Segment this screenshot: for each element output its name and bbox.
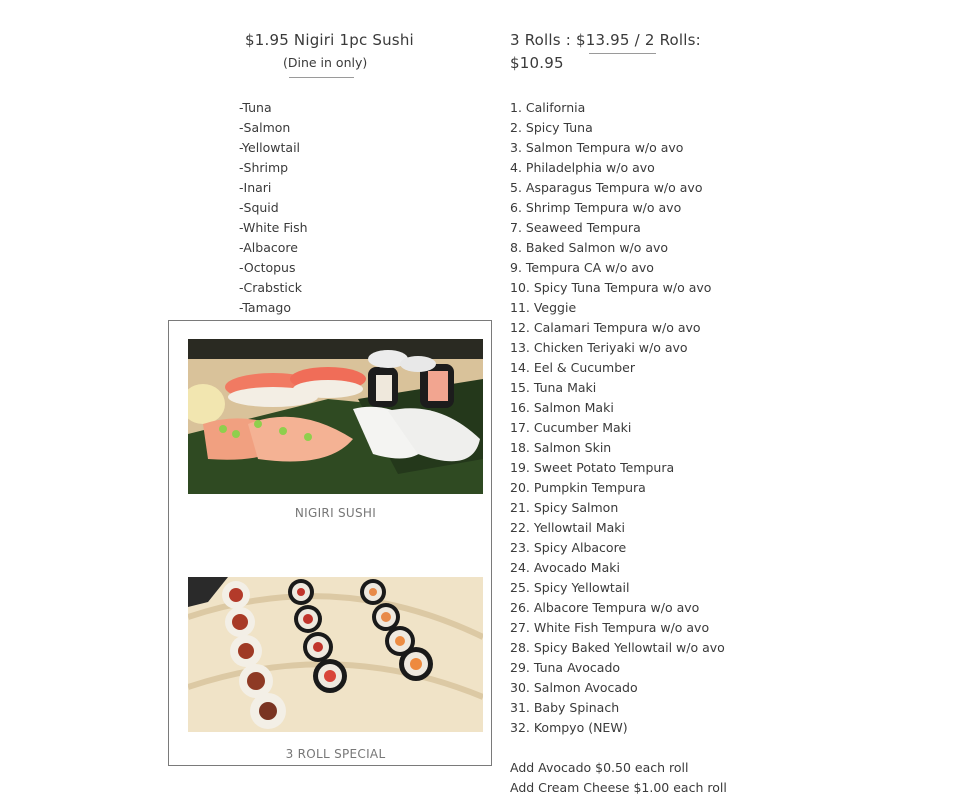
nigiri-item: -Yellowtail bbox=[239, 140, 301, 155]
roll-item: 25. Spicy Yellowtail bbox=[510, 580, 630, 595]
roll-item: 7. Seaweed Tempura bbox=[510, 220, 641, 235]
rolls-title-line1: 3 Rolls : $13.95 / 2 Rolls: bbox=[510, 31, 701, 49]
roll-item: 17. Cucumber Maki bbox=[510, 420, 632, 435]
roll-item: 18. Salmon Skin bbox=[510, 440, 612, 455]
roll-item: 19. Sweet Potato Tempura bbox=[510, 460, 675, 475]
roll-item: 3. Salmon Tempura w/o avo bbox=[510, 140, 684, 155]
nigiri-sushi-photo[interactable] bbox=[188, 339, 483, 494]
nigiri-list bbox=[239, 98, 308, 318]
rolls-title bbox=[510, 29, 701, 75]
roll-item: 8. Baked Salmon w/o avo bbox=[510, 240, 669, 255]
photo-gallery bbox=[168, 320, 492, 766]
roll-item: 13. Chicken Teriyaki w/o avo bbox=[510, 340, 688, 355]
roll-item: 4. Philadelphia w/o avo bbox=[510, 160, 655, 175]
addon-item: Add Avocado $0.50 each roll bbox=[510, 760, 689, 775]
addon-item: Add Cream Cheese $1.00 each roll bbox=[510, 780, 727, 795]
roll-item: 31. Baby Spinach bbox=[510, 700, 620, 715]
nigiri-item: -Inari bbox=[239, 180, 272, 195]
rolls-list bbox=[510, 98, 725, 738]
roll-item: 1. California bbox=[510, 100, 586, 115]
nigiri-title: $1.95 Nigiri 1pc Sushi bbox=[245, 31, 414, 49]
nigiri-item: -Tamago bbox=[239, 300, 292, 315]
roll-item: 12. Calamari Tempura w/o avo bbox=[510, 320, 701, 335]
nigiri-item: -Squid bbox=[239, 200, 279, 215]
roll-item: 5. Asparagus Tempura w/o avo bbox=[510, 180, 703, 195]
nigiri-item: -Albacore bbox=[239, 240, 298, 255]
nigiri-sushi-caption: NIGIRI SUSHI bbox=[294, 506, 377, 520]
roll-item: 20. Pumpkin Tempura bbox=[510, 480, 646, 495]
roll-item: 6. Shrimp Tempura w/o avo bbox=[510, 200, 682, 215]
nigiri-item: -Octopus bbox=[239, 260, 296, 275]
rolls-title-divider bbox=[589, 53, 656, 54]
roll-item: 26. Albacore Tempura w/o avo bbox=[510, 600, 700, 615]
nigiri-title-divider bbox=[289, 77, 354, 78]
roll-item: 27. White Fish Tempura w/o avo bbox=[510, 620, 710, 635]
roll-item: 29. Tuna Avocado bbox=[510, 660, 621, 675]
roll-item: 23. Spicy Albacore bbox=[510, 540, 627, 555]
nigiri-item: -Salmon bbox=[239, 120, 291, 135]
roll-item: 9. Tempura CA w/o avo bbox=[510, 260, 654, 275]
rolls-title-line2: $10.95 bbox=[510, 54, 564, 72]
roll-item: 32. Kompyo (NEW) bbox=[510, 720, 628, 735]
roll-item: 10. Spicy Tuna Tempura w/o avo bbox=[510, 280, 712, 295]
roll-item: 22. Yellowtail Maki bbox=[510, 520, 625, 535]
roll-item: 24. Avocado Maki bbox=[510, 560, 620, 575]
addons-list bbox=[510, 758, 727, 798]
roll-item: 28. Spicy Baked Yellowtail w/o avo bbox=[510, 640, 725, 655]
roll-item: 14. Eel & Cucumber bbox=[510, 360, 635, 375]
roll-item: 21. Spicy Salmon bbox=[510, 500, 619, 515]
roll-item: 2. Spicy Tuna bbox=[510, 120, 593, 135]
roll-special-photo[interactable] bbox=[188, 577, 483, 732]
nigiri-item: -White Fish bbox=[239, 220, 308, 235]
roll-item: 15. Tuna Maki bbox=[510, 380, 597, 395]
nigiri-item: -Tuna bbox=[239, 100, 272, 115]
roll-item: 16. Salmon Maki bbox=[510, 400, 614, 415]
nigiri-item: -Crabstick bbox=[239, 280, 302, 295]
nigiri-subtitle: (Dine in only) bbox=[283, 55, 368, 70]
roll-special-caption: 3 ROLL SPECIAL bbox=[285, 747, 386, 761]
nigiri-item: -Shrimp bbox=[239, 160, 289, 175]
roll-item: 11. Veggie bbox=[510, 300, 577, 315]
roll-item: 30. Salmon Avocado bbox=[510, 680, 638, 695]
